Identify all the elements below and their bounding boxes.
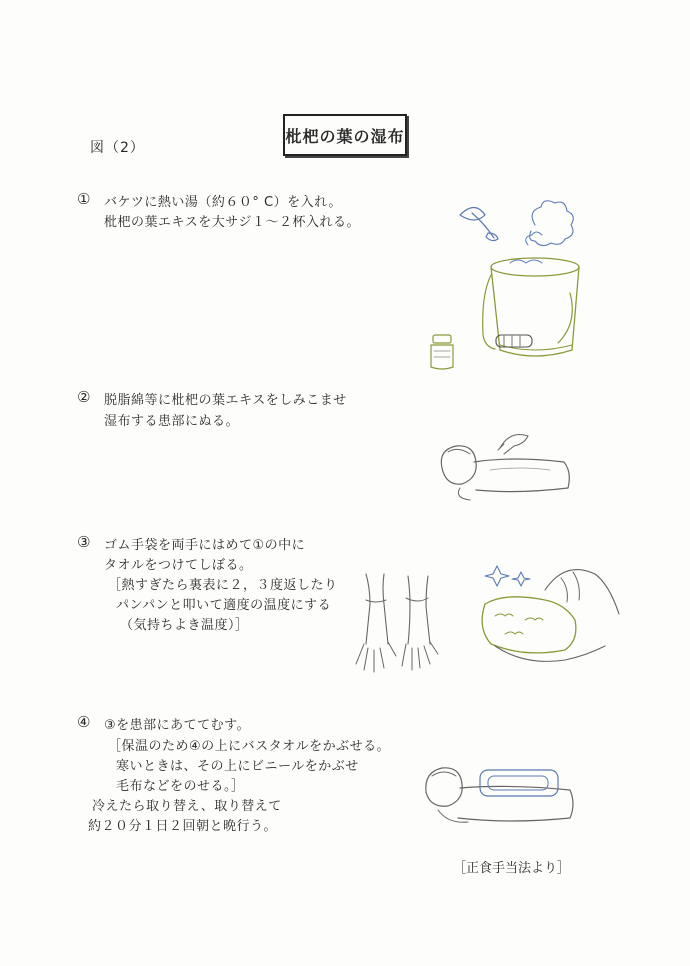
figure-label: 図（2）: [90, 140, 145, 156]
step-1-number: ①: [77, 190, 91, 208]
step-1-line-2: 枇杷の葉エキスを大サジ１～２杯入れる。: [104, 215, 360, 230]
step-2-line-2: 湿布する患部にぬる。: [104, 414, 240, 429]
step-1-line-1: バケツに熱い湯（約６０° C）を入れ。: [104, 195, 342, 210]
step-3-line-5: （気持ちよき温度）］: [120, 618, 249, 633]
step-3-line-2: タオルをつけてしぼる。: [104, 558, 253, 573]
compress-label: ④: [514, 777, 524, 790]
step-4-line-1: ③を患部にあててむす。: [104, 718, 251, 733]
step-4-line-6: 約２０分１日２回朝と晩行う。: [88, 819, 278, 834]
step-3-line-3: ［熱すぎたら裏表に２，３度返したり: [108, 578, 338, 593]
wringing-towel-illustration: [465, 560, 625, 675]
step-3-number: ③: [77, 533, 91, 551]
person-lying-back-illustration: [430, 418, 580, 508]
person-lying-compress-illustration: [418, 752, 588, 832]
step-4-line-2: ［保温のため④の上にバスタオルをかぶせる。: [108, 739, 391, 754]
step-3-line-4: パンパンと叩いて適度の温度にする: [116, 598, 332, 613]
step-4-line-4: 毛布などをのせる。］: [116, 779, 245, 794]
bottle-illustration: [425, 333, 465, 373]
rubber-gloves-illustration: [350, 568, 440, 678]
step-4-line-5: 冷えたら取り替え、取り替えて: [92, 799, 282, 814]
step-4-number: ④: [77, 713, 91, 731]
source-citation: ［正食手当法より］: [453, 861, 571, 876]
step-4-line-3: 寒いときは、その上にビニールをかぶせ: [116, 759, 359, 774]
page-title: 枇杷の葉の湿布: [283, 114, 407, 156]
step-3-line-1: ゴム手袋を両手にはめて①の中に: [104, 538, 306, 553]
step-2-line-1: 脱脂綿等に枇杷の葉エキスをしみこませ: [104, 393, 347, 408]
step-2-number: ②: [77, 388, 91, 406]
